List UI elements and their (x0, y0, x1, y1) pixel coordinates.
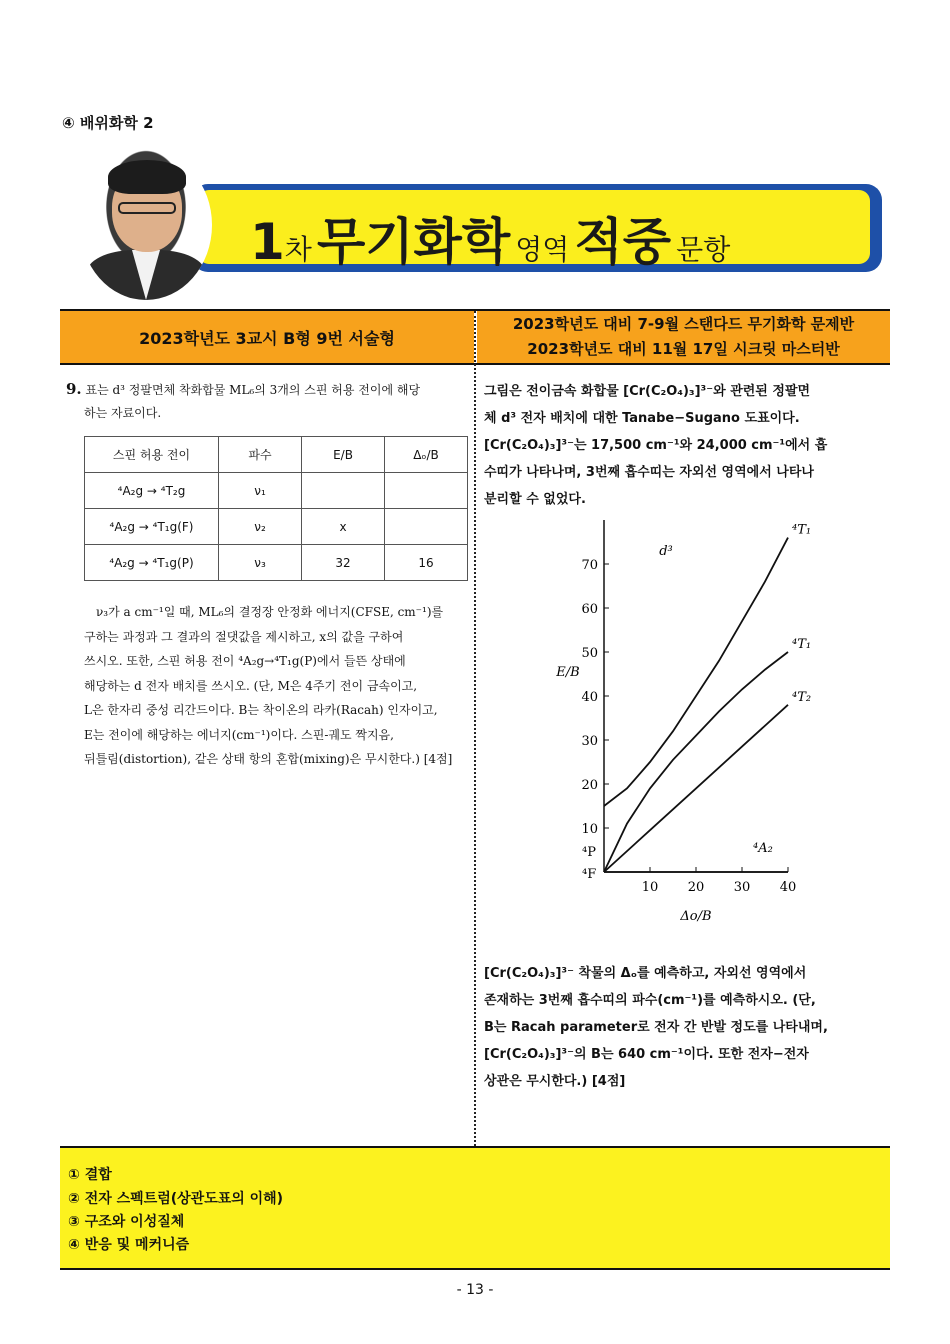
series-label-2: ⁴T₂ (792, 689, 812, 705)
right-line: B는 Racah parameter로 전자 간 반발 정도를 나타내며, (484, 1020, 828, 1035)
x-axis-label: Δo/B (680, 909, 712, 924)
para-line: E는 전이에 해당하는 에너지(cm⁻¹)이다. 스핀-궤도 짝지음, (84, 727, 394, 742)
series-label-1: ⁴T₁ (792, 637, 812, 652)
y-tick-label: 20 (581, 778, 598, 793)
x-tick-label: 10 (641, 880, 659, 895)
right-intro (484, 378, 882, 513)
topic-item: ② 전자 스펙트럼(상관도표의 이해) (68, 1191, 284, 1207)
ground-state-label: ⁴F (582, 867, 597, 882)
right-line: 그림은 전이금속 화합물 [Cr(C₂O₄)₃]³⁻와 관련된 정팔면 (484, 384, 811, 399)
banner-title (250, 202, 730, 274)
y-tick-label: 70 (581, 558, 598, 573)
right-line: [Cr(C₂O₄)₃]³⁻ 착물의 Δₒ를 예측하고, 자외선 영역에서 (484, 966, 807, 981)
x-tick-label: 40 (779, 880, 797, 895)
y-tick-label: 10 (581, 822, 598, 837)
right-line: 상관은 무시한다.) [4점] (484, 1074, 626, 1089)
para-line: L은 한자리 중성 리간드이다. B는 착이온의 라카(Racah) 인자이고, (84, 703, 438, 717)
header-left: 2023학년도 3교시 B형 9번 서술형 (60, 311, 474, 363)
x-tick-label: 30 (733, 880, 751, 895)
right-question (484, 960, 882, 1095)
table-cell: 16 (385, 545, 468, 581)
banner-cha: 차 (284, 233, 312, 266)
series-label-3: ⁴A₂ (753, 841, 773, 856)
series-label-0: ⁴T₁ (792, 522, 812, 538)
table-cell: ν₁ (219, 473, 302, 509)
right-line: [Cr(C₂O₄)₃]³⁻는 17,500 cm⁻¹와 24,000 cm⁻¹에서 흡 (484, 438, 828, 453)
right-line: 수띠가 나타나며, 3번째 흡수띠는 자외선 영역에서 나타나 (484, 465, 814, 480)
table-header: E/B (302, 437, 385, 473)
para-line: 해당하는 d 전자 배치를 쓰시오. (단, M은 4주기 전이 금속이고, (84, 678, 418, 693)
tanabe-sugano-diagram (540, 510, 840, 940)
banner-mid: 영역 (515, 233, 570, 266)
header-right-line2: 2023학년도 대비 11월 17일 시크릿 마스터반 (527, 340, 840, 358)
transition-table (84, 436, 468, 581)
para-line: 구하는 과정과 그 결과의 절댓값을 제시하고, x의 값을 구하여 (84, 629, 404, 644)
column-divider (474, 311, 476, 1146)
question-line2: 하는 자료이다. (84, 406, 162, 420)
chart-title: d³ (659, 544, 673, 560)
header-right-line1: 2023학년도 대비 7-9월 스탠다드 무기화학 문제반 (512, 315, 855, 333)
table-cell: ⁴A₂g → ⁴T₁g(P) (85, 545, 219, 581)
topic-item: ④ 반응 및 메커니즘 (68, 1237, 190, 1253)
y-tick-label: 60 (581, 602, 598, 617)
footer-rule-bottom (60, 1268, 890, 1270)
table-cell (385, 509, 468, 545)
table-header: 파수 (219, 437, 302, 473)
title-banner (80, 150, 885, 310)
header-right (477, 311, 890, 363)
banner-end: 문항 (676, 233, 731, 266)
table-row (85, 545, 468, 581)
y-tick-label: 50 (581, 646, 598, 661)
para-line: ν₃가 a cm⁻¹일 때, ML₆의 결정장 안정화 에너지(CFSE, cm⁻¹)를 (96, 605, 444, 619)
table-cell: ν₃ (219, 545, 302, 581)
table-header: Δₒ/B (385, 437, 468, 473)
table-cell (302, 473, 385, 509)
table-cell: 32 (302, 545, 385, 581)
section-label: ④ 배위화학 2 (62, 114, 154, 132)
banner-title1: 무기화학 (316, 213, 511, 271)
question-line1: 표는 d³ 정팔면체 착화합물 ML₆의 3개의 스핀 허용 전이에 해당 (85, 383, 421, 397)
table-cell (385, 473, 468, 509)
right-line: [Cr(C₂O₄)₃]³⁻의 B는 640 cm⁻¹이다. 또한 전자−전자 (484, 1047, 809, 1062)
right-line: 체 d³ 전자 배치에 대한 Tanabe−Sugano 도표이다. (484, 411, 800, 426)
y-axis-label: E/B (556, 665, 580, 680)
banner-num: 1 (250, 213, 285, 271)
table-cell: ⁴A₂g → ⁴T₁g(F) (85, 509, 219, 545)
table-cell: ν₂ (219, 509, 302, 545)
question-text (66, 378, 466, 425)
instructor-photo (80, 150, 212, 300)
table-row (85, 509, 468, 545)
topic-item: ③ 구조와 이성질체 (68, 1214, 185, 1230)
series-line-0 (604, 538, 788, 806)
question-paragraph (84, 600, 464, 772)
x-tick-label: 20 (687, 880, 705, 895)
banner-title2: 적중 (574, 213, 672, 271)
p-state-label: ⁴P (582, 845, 596, 860)
topic-item: ① 결합 (68, 1167, 112, 1183)
right-line: 분리할 수 없었다. (484, 492, 586, 507)
table-cell: x (302, 509, 385, 545)
para-line: 쓰시오. 또한, 스핀 허용 전이 ⁴A₂g→⁴T₁g(P)에서 들뜬 상태에 (84, 654, 406, 668)
table-cell: ⁴A₂g → ⁴T₂g (85, 473, 219, 509)
table-header: 스핀 허용 전이 (85, 437, 219, 473)
table-header-row (85, 437, 468, 473)
y-tick-label: 30 (581, 734, 598, 749)
right-line: 존재하는 3번째 흡수띠의 파수(cm⁻¹)를 예측하시오. (단, (484, 993, 816, 1008)
series-line-1 (604, 652, 788, 872)
question-number: 9. (66, 380, 82, 398)
para-line: 뒤틀림(distortion), 같은 상태 항의 혼합(mixing)은 무시한다.) [4점] (84, 752, 453, 766)
y-tick-label: 40 (581, 690, 598, 705)
table-row (85, 473, 468, 509)
topic-box (60, 1148, 890, 1268)
page-number: - 13 - (456, 1282, 494, 1298)
